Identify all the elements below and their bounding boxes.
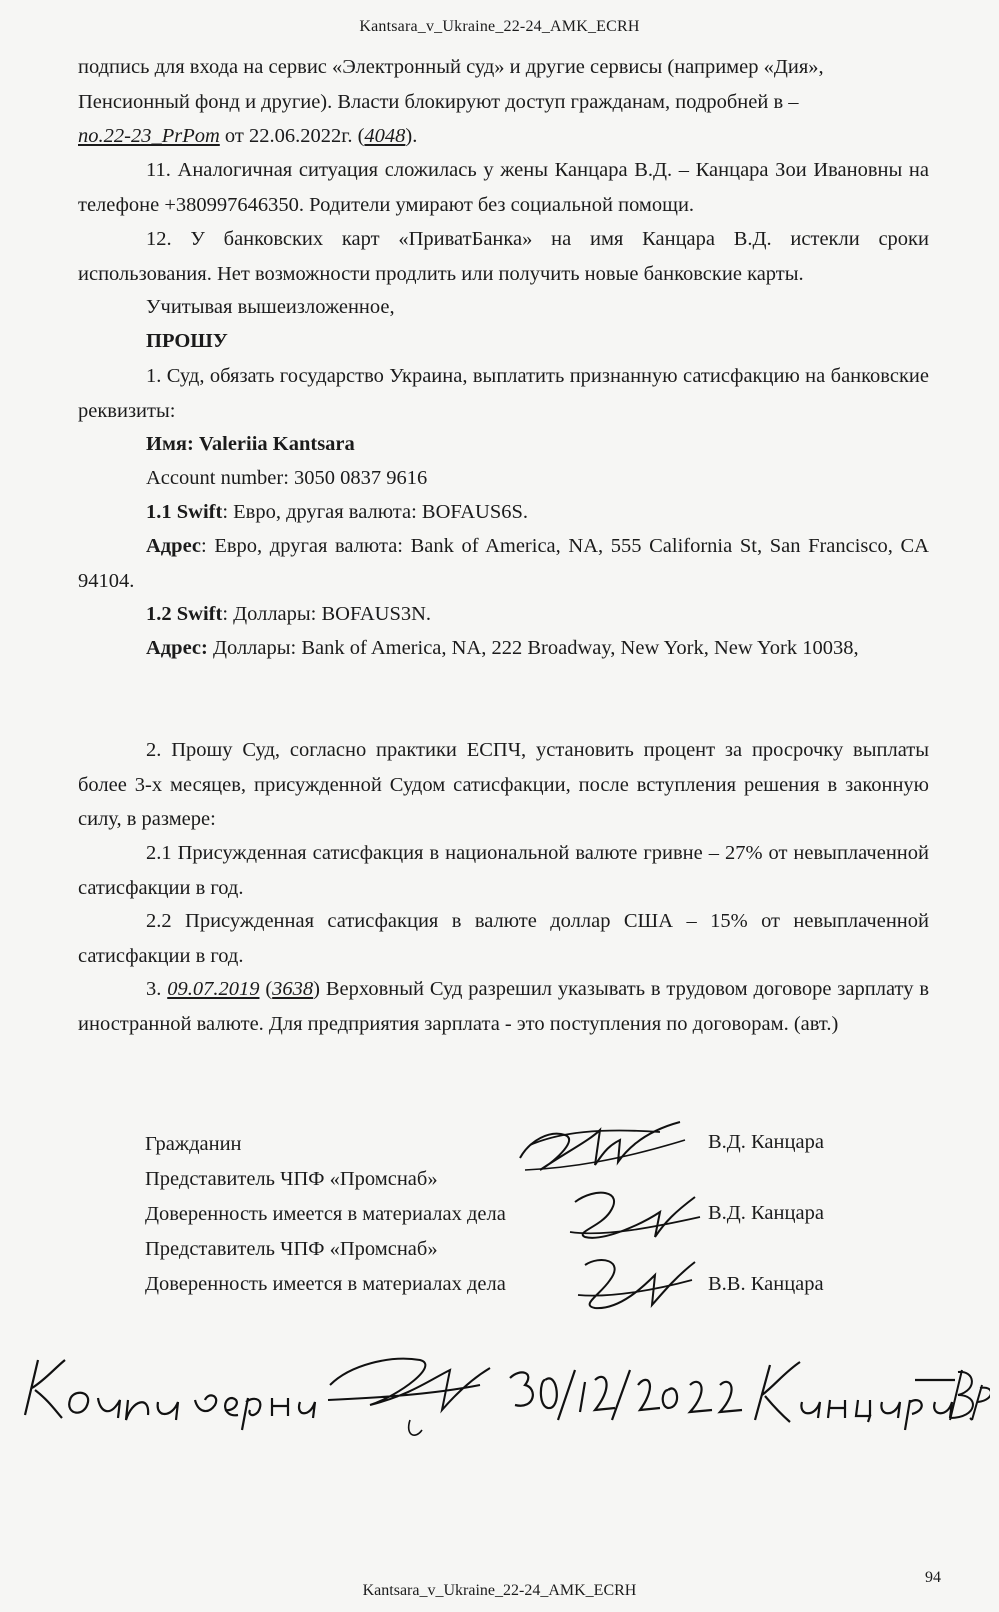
signer-name-3: В.В. Канцара	[708, 1273, 824, 1295]
para-11: 11. Аналогичная ситуация сложилась у жены Канцара В.Д. – Канцара Зои Ивановны на телефоне +380997646350. Родители умирают без социальной помощи.	[78, 159, 929, 216]
swift-1-line	[146, 495, 528, 529]
item-3	[78, 972, 929, 1041]
address-2-value: Доллары: Bank of America, NA, 222 Broadway, New York, New York 10038,	[207, 637, 859, 659]
item-3-open: (	[259, 978, 273, 1000]
signature-2	[565, 1182, 705, 1252]
address-2	[78, 631, 929, 666]
swift-2-line	[146, 597, 431, 631]
para-top-end: ).	[405, 125, 418, 148]
footer-title: Kantsara_v_Ukraine_22-24_AMK_ECRH	[362, 1582, 637, 1599]
item-2-2: 2.2 Присужденная сатисфакция в валюте доллар США – 15% от невыплаченной сатисфакции в год.	[78, 910, 929, 967]
representative-label-1: Представитель ЧПФ «Промснаб»	[145, 1168, 438, 1190]
address-1-value: : Евро, другая валюта: Bank of America, NA, 555 California St, San Francisco, CA 94104.	[78, 535, 929, 592]
link-3638[interactable]: 3638	[272, 978, 314, 1000]
bank-account: Account number: 3050 0837 9616	[146, 467, 428, 489]
para-top	[78, 50, 929, 154]
request-heading: ПРОШУ	[146, 330, 228, 352]
page-number: 94	[925, 1569, 941, 1586]
considering-line: Учитывая вышеизложенное,	[146, 296, 395, 318]
swift-1-label: 1.1 Swift	[146, 501, 223, 523]
item-1: 1. Суд, обязать государство Украина, выплатить признанную сатисфакцию на банковские реквизиты:	[78, 365, 929, 422]
handwritten-certification	[10, 1340, 990, 1450]
bank-name-line	[146, 427, 355, 461]
bank-name-value: Valeriia Kantsara	[193, 433, 355, 455]
citizen-label: Гражданин	[145, 1133, 242, 1155]
link-4048[interactable]: 4048	[364, 125, 406, 148]
swift-2-value: : Доллары: BOFAUS3N.	[222, 603, 432, 625]
address-1	[78, 529, 929, 598]
para-top-line1: подпись для входа на сервис «Электронный суд» и другие сервисы (например «Дия»,	[78, 56, 824, 78]
item-2: 2. Прошу Суд, согласно практики ЕСПЧ, установить процент за просрочку выплаты более 3-х месяцев, присужденной Судом сатисфакции, после вступления решения в законную силу, в размере:	[78, 739, 929, 831]
proxy-note-2: Доверенность имеется в материалах дела	[145, 1273, 506, 1295]
signer-name-1: В.Д. Канцара	[708, 1131, 824, 1153]
signature-1	[510, 1110, 690, 1180]
header-title: Kantsara_v_Ukraine_22-24_AMK_ECRH	[359, 18, 640, 35]
signer-name-2: В.Д. Канцара	[708, 1202, 824, 1224]
item-3-num: 3.	[146, 978, 168, 1000]
link-po-22-23[interactable]: по.22-23_PrPom	[78, 125, 220, 148]
para-top-mid: от 22.06.2022г. (	[219, 125, 365, 148]
representative-label-2: Представитель ЧПФ «Промснаб»	[145, 1238, 438, 1260]
bank-name-label: Имя:	[146, 433, 194, 455]
para-top-line2: Пенсионный фонд и другие). Власти блокируют доступ гражданам, подробней в –	[78, 90, 799, 113]
para-12: 12. У банковских карт «ПриватБанка» на имя Канцара В.Д. истекли сроки использования. Нет возможности продлить или получить новые банковские карты.	[78, 228, 929, 285]
address-1-label: Адрес	[146, 535, 202, 557]
item-2-1: 2.1 Присужденная сатисфакция в национальной валюте гривне – 27% от невыплаченной сатисфакции в год.	[78, 842, 929, 899]
swift-1-value: : Евро, другая валюта: BOFAUS6S.	[222, 501, 529, 523]
item-3-text: ) Верховный Суд разрешил указывать в трудовом договоре зарплату в иностранной валюте. Для предприятия зарплата - это поступления по договорам. (авт.)	[78, 978, 929, 1035]
proxy-note-1: Доверенность имеется в материалах дела	[145, 1203, 506, 1225]
para-top-line3	[78, 119, 929, 154]
swift-2-label: 1.2 Swift	[146, 603, 223, 625]
address-2-label: Адрес:	[146, 637, 208, 659]
link-09-07-2019[interactable]: 09.07.2019	[167, 978, 260, 1000]
signature-3	[570, 1250, 700, 1320]
